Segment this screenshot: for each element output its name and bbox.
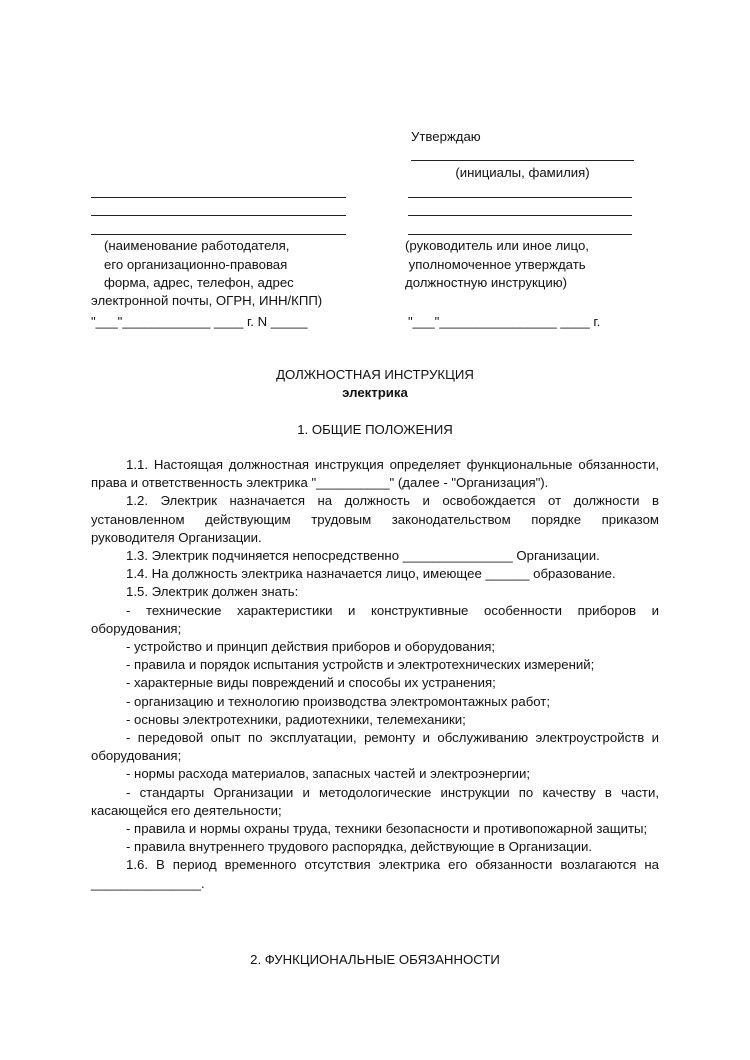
knowledge-item: - правила и нормы охраны труда, техники безопасности и противопожарной защиты; (126, 821, 648, 837)
paragraph-1-6: 1.6. В период временного отсутствия электрика его обязанности возлагаются на _______________. (91, 857, 659, 891)
knowledge-item: - основы электротехники, радиотехники, телемеханики; (126, 711, 466, 727)
doc-subtitle: электрика (342, 385, 408, 400)
approver-caption-1: (руководитель или иное лицо, (405, 238, 589, 253)
approver-initials-caption: (инициалы, фамилия) (455, 165, 590, 180)
approver-line-2 (408, 215, 632, 216)
paragraph-1-3: 1.3. Электрик подчиняется непосредственно _______________ Организации. (126, 548, 600, 564)
approve-title: Утверждаю (411, 129, 481, 144)
employer-date-number: "___"____________ ____ г. N _____ (91, 314, 308, 329)
approver-caption-3: должностную инструкцию) (405, 275, 567, 290)
knowledge-item: - характерные виды повреждений и способы их устранения; (126, 675, 496, 691)
knowledge-item: - правила и порядок испытания устройств и электротехнических измерений; (126, 657, 595, 673)
paragraph-1-5: 1.5. Электрик должен знать: (126, 584, 299, 600)
approver-caption-2: уполномоченное утверждать (405, 257, 586, 272)
knowledge-item: - передовой опыт по эксплуатации, ремонту и обслуживанию электроустройств и оборудования; (91, 730, 659, 764)
employer-line-1 (91, 197, 346, 198)
knowledge-item: - устройство и принцип действия приборов и оборудования; (126, 639, 496, 655)
paragraph-1-2: 1.2. Электрик назначается на должность и освобождается от должности в установленном действующим трудовым законодательством порядке приказом руководителя Организации. (91, 493, 659, 545)
knowledge-item: - технические характеристики и конструктивные особенности приборов и оборудования; (91, 602, 659, 636)
paragraph-1-1: 1.1. Настоящая должностная инструкция определяет функциональные обязанности, права и ответственность электрика "__________" (далее - "Организация"). (91, 457, 659, 491)
approver-signature-line (411, 160, 634, 161)
section-1-body (91, 456, 659, 893)
approver-line-1 (408, 197, 632, 198)
employer-caption-3: форма, адрес, телефон, адрес (104, 275, 294, 290)
paragraph-1-4: 1.4. На должность электрика назначается лицо, имеющее ______ образование. (126, 566, 616, 582)
employer-line-2 (91, 215, 346, 216)
approver-date: "___"________________ ____ г. (408, 314, 601, 329)
section-2-heading: 2. ФУНКЦИОНАЛЬНЫЕ ОБЯЗАННОСТИ (250, 952, 500, 967)
employer-caption-2: его организационно-правовая (104, 257, 288, 272)
doc-title: ДОЛЖНОСТНАЯ ИНСТРУКЦИЯ (276, 367, 474, 382)
knowledge-item: - стандарты Организации и методологические инструкции по качеству в части, касающейся его деятельности; (91, 784, 659, 818)
section-1-heading: 1. ОБЩИЕ ПОЛОЖЕНИЯ (297, 422, 453, 437)
employer-line-3 (91, 234, 346, 235)
employer-caption-4: электронной почты, ОГРН, ИНН/КПП) (91, 293, 323, 308)
employer-caption-1: (наименование работодателя, (104, 238, 290, 253)
knowledge-item: - правила внутреннего трудового распорядка, действующие в Организации. (126, 839, 593, 855)
knowledge-item: - нормы расхода материалов, запасных частей и электроэнергии; (126, 766, 531, 782)
approver-line-3 (408, 234, 632, 235)
knowledge-item: - организацию и технологию производства электромонтажных работ; (126, 693, 551, 709)
